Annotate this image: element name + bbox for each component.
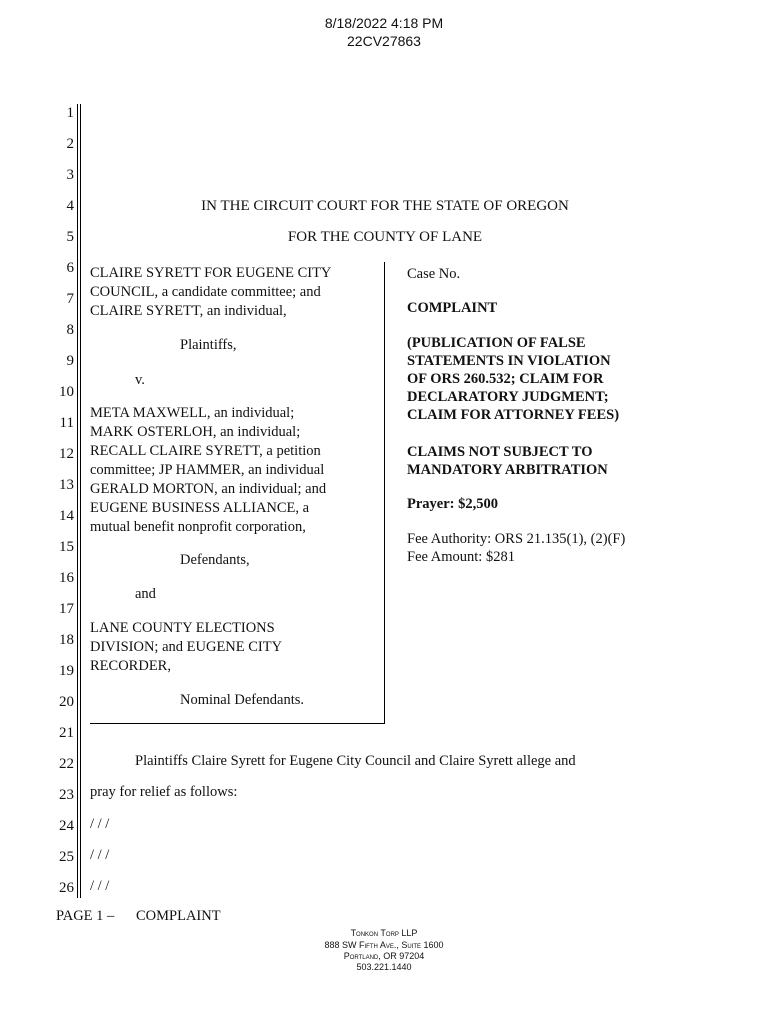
nominal-defendants-line: LANE COUNTY ELECTIONS bbox=[90, 620, 275, 636]
case-no-label: Case No. bbox=[407, 266, 461, 282]
defendants-line: mutual benefit nonprofit corporation, bbox=[90, 519, 306, 535]
firm-name: Tonkon Torp LLP bbox=[350, 928, 418, 938]
and-label: and bbox=[135, 586, 156, 602]
line-number: 8 bbox=[66, 322, 74, 338]
defendants-label: Defendants, bbox=[180, 552, 250, 568]
court-heading: IN THE CIRCUIT COURT FOR THE STATE OF OREGON bbox=[201, 198, 569, 214]
line-number: 5 bbox=[66, 229, 74, 245]
document-title: COMPLAINT bbox=[407, 300, 498, 316]
claims-line: (PUBLICATION OF FALSE bbox=[407, 335, 586, 351]
line-number: 17 bbox=[59, 601, 74, 617]
line-number: 7 bbox=[66, 291, 74, 307]
line-number: 1 bbox=[66, 105, 74, 121]
continuation-slashes: / / / bbox=[90, 847, 110, 863]
versus-label: v. bbox=[135, 372, 145, 388]
caption-divider bbox=[384, 262, 385, 724]
line-number: 10 bbox=[59, 384, 74, 400]
defendants-line: GERALD MORTON, an individual; and bbox=[90, 481, 327, 497]
claims-line: CLAIM FOR ATTORNEY FEES) bbox=[407, 407, 620, 423]
plaintiffs-line: CLAIRE SYRETT, an individual, bbox=[90, 303, 287, 319]
line-number: 21 bbox=[59, 725, 74, 741]
fee-authority: Fee Authority: ORS 21.135(1), (2)(F) bbox=[407, 531, 626, 547]
line-number: 22 bbox=[59, 756, 74, 772]
defendants-line: META MAXWELL, an individual; bbox=[90, 405, 295, 421]
continuation-slashes: / / / bbox=[90, 878, 110, 894]
defendants-line: EUGENE BUSINESS ALLIANCE, a bbox=[90, 500, 310, 516]
line-number: 23 bbox=[59, 787, 74, 803]
claims-line: STATEMENTS IN VIOLATION bbox=[407, 353, 611, 369]
body-paragraph-line: Plaintiffs Claire Syrett for Eugene City Council and Claire Syrett allege and bbox=[135, 753, 576, 769]
line-number: 25 bbox=[59, 849, 74, 865]
firm-phone: 503.221.1440 bbox=[356, 962, 412, 972]
county-heading: FOR THE COUNTY OF LANE bbox=[287, 229, 483, 245]
plaintiffs-line: COUNCIL, a candidate committee; and bbox=[90, 284, 321, 300]
firm-address-line2: Portland, OR 97204 bbox=[343, 951, 425, 961]
plaintiffs-line: CLAIRE SYRETT FOR EUGENE CITY bbox=[90, 265, 332, 281]
firm-address-line1: 888 SW Fifth Ave., Suite 1600 bbox=[324, 940, 444, 950]
line-number: 13 bbox=[59, 477, 74, 493]
defendants-line: committee; JP HAMMER, an individual bbox=[90, 462, 325, 478]
line-number: 9 bbox=[66, 353, 74, 369]
claims-line: DECLARATORY JUDGMENT; bbox=[407, 389, 609, 405]
defendants-line: RECALL CLAIRE SYRETT, a petition bbox=[90, 443, 321, 459]
continuation-slashes: / / / bbox=[90, 816, 110, 832]
line-number: 12 bbox=[59, 446, 74, 462]
page-label: PAGE 1 – bbox=[56, 908, 115, 924]
line-number: 26 bbox=[59, 880, 74, 896]
line-number: 15 bbox=[59, 539, 74, 555]
body-paragraph-line: pray for relief as follows: bbox=[90, 784, 238, 800]
line-number: 14 bbox=[59, 508, 74, 524]
line-number: 11 bbox=[59, 415, 74, 431]
line-number: 19 bbox=[59, 663, 74, 679]
line-number: 3 bbox=[66, 167, 74, 183]
nominal-defendants-line: RECORDER, bbox=[90, 658, 171, 674]
filed-timestamp: 8/18/2022 4:18 PM bbox=[324, 15, 444, 31]
defendants-line: MARK OSTERLOH, an individual; bbox=[90, 424, 301, 440]
line-number: 6 bbox=[66, 260, 74, 276]
pleading-rule-right bbox=[80, 104, 81, 898]
nominal-defendants-label: Nominal Defendants. bbox=[180, 692, 305, 708]
arbitration-line: MANDATORY ARBITRATION bbox=[407, 462, 608, 478]
pleading-rule-left bbox=[77, 104, 78, 898]
claims-line: OF ORS 260.532; CLAIM FOR bbox=[407, 371, 604, 387]
line-number: 20 bbox=[59, 694, 74, 710]
case-number-stamp: 22CV27863 bbox=[347, 33, 421, 49]
line-number: 16 bbox=[59, 570, 74, 586]
arbitration-line: CLAIMS NOT SUBJECT TO bbox=[407, 444, 593, 460]
caption-bottom-rule bbox=[90, 723, 385, 724]
plaintiffs-label: Plaintiffs, bbox=[180, 337, 237, 353]
line-number: 2 bbox=[66, 136, 74, 152]
line-number: 24 bbox=[59, 818, 74, 834]
line-number: 18 bbox=[59, 632, 74, 648]
prayer-amount: Prayer: $2,500 bbox=[407, 496, 498, 512]
nominal-defendants-line: DIVISION; and EUGENE CITY bbox=[90, 639, 283, 655]
line-number: 4 bbox=[66, 198, 74, 214]
page-title: COMPLAINT bbox=[136, 908, 221, 924]
fee-amount: Fee Amount: $281 bbox=[407, 549, 515, 565]
